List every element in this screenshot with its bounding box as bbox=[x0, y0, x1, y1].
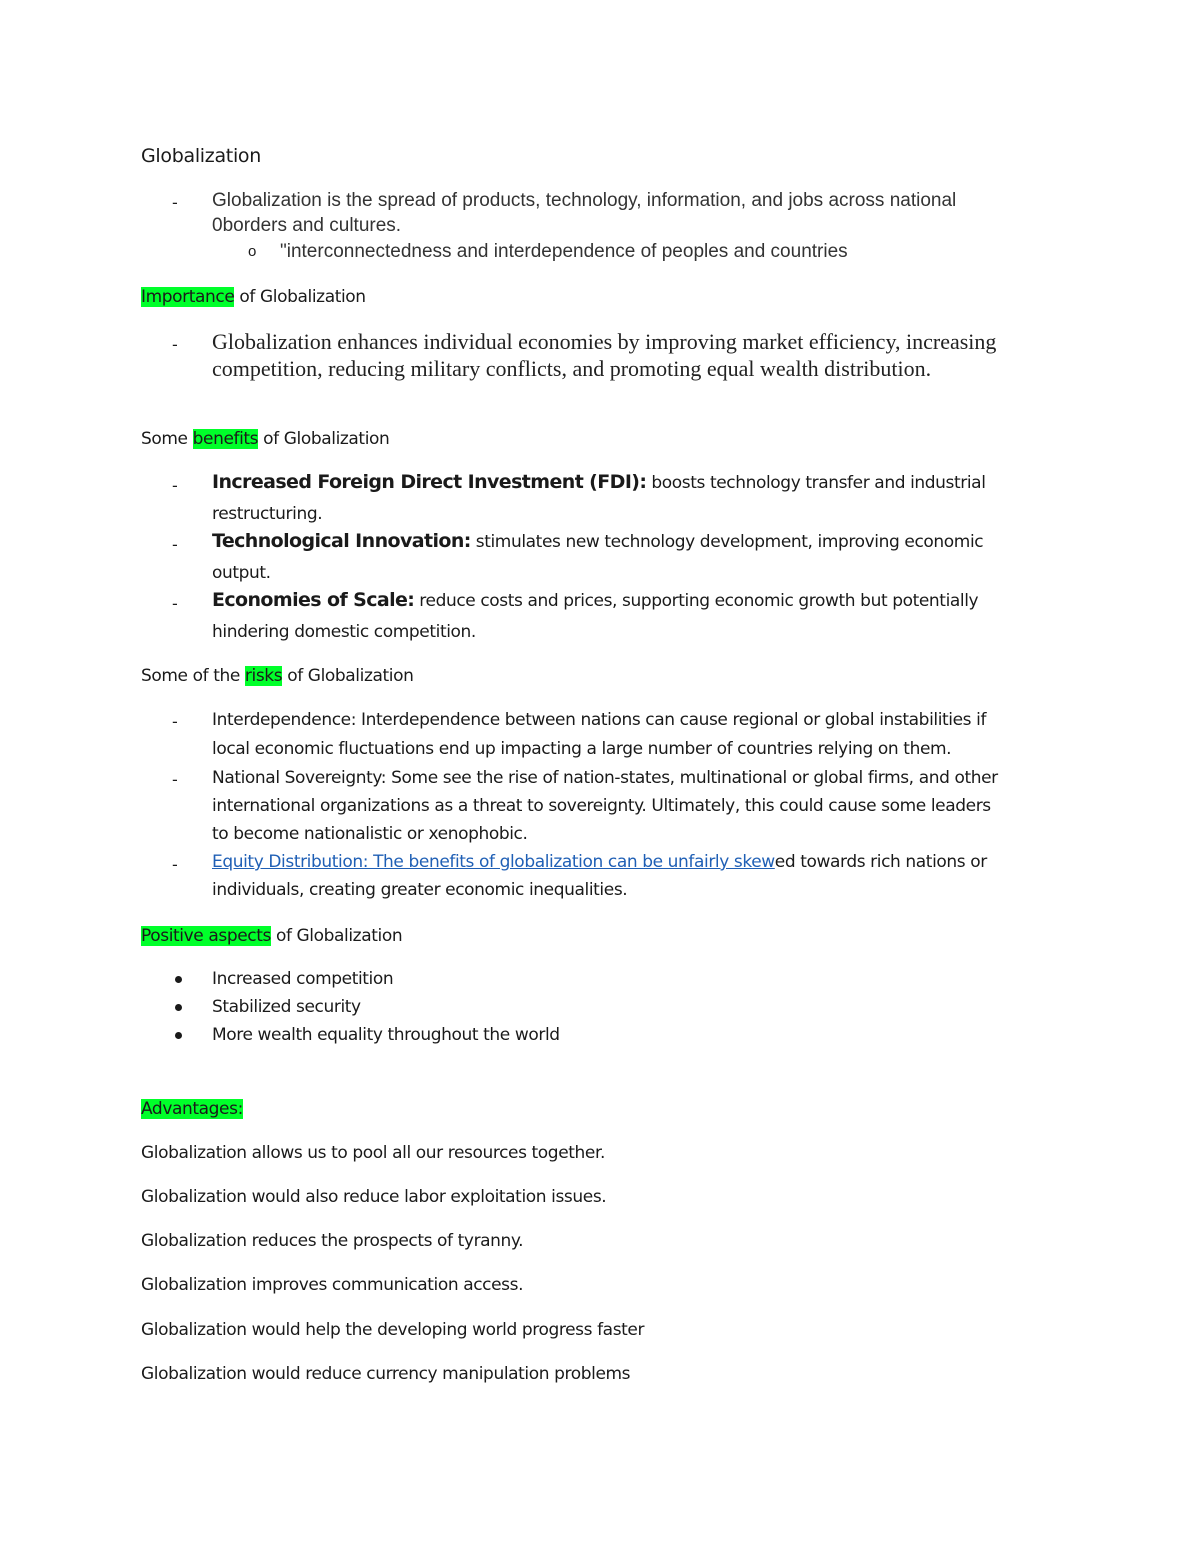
benefits-heading-pre: Some bbox=[141, 429, 193, 449]
advantages-heading bbox=[141, 1099, 243, 1119]
circle-bullet-icon: o bbox=[248, 243, 257, 260]
advantages-highlight: Advantages: bbox=[141, 1099, 243, 1119]
benefit-item bbox=[212, 471, 986, 493]
intro-sub-bullet: "interconnectedness and interdependence of peoples and countries bbox=[280, 241, 848, 262]
importance-highlight: Importance bbox=[141, 287, 235, 307]
benefits-highlight: benefits bbox=[192, 429, 259, 449]
benefit-item bbox=[212, 530, 983, 552]
benefit-desc: boosts technology transfer and industrial bbox=[646, 473, 986, 493]
benefit-cont: hindering domestic competition. bbox=[212, 622, 476, 642]
advantage-item: Globalization improves communication access. bbox=[141, 1275, 524, 1295]
intro-line-2: 0borders and cultures. bbox=[212, 215, 402, 236]
importance-line-1: Globalization enhances individual economies by improving market efficiency, increasing bbox=[212, 329, 997, 354]
benefit-term: Increased Foreign Direct Investment (FDI): bbox=[212, 471, 647, 493]
risks-heading-post: of Globalization bbox=[282, 666, 414, 686]
risk-line: Interdependence: Interdependence between nations can cause regional or global instabilities if bbox=[212, 710, 987, 730]
benefit-cont: restructuring. bbox=[212, 504, 323, 524]
benefit-term: Economies of Scale: bbox=[212, 589, 415, 611]
dash-bullet: - bbox=[172, 476, 178, 495]
risk-line: National Sovereignty: Some see the rise of nation-states, multinational or global firms, and other bbox=[212, 768, 998, 788]
importance-line-2: competition, reducing military conflicts, and promoting equal wealth distribution. bbox=[212, 356, 932, 381]
positive-heading-rest: of Globalization bbox=[270, 926, 403, 946]
equity-rest: ed towards rich nations or bbox=[774, 852, 987, 872]
dash-bullet: - bbox=[172, 193, 178, 212]
equity-cont: individuals, creating greater economic inequalities. bbox=[212, 880, 628, 900]
dash-bullet: - bbox=[172, 855, 178, 874]
risks-heading-pre: Some of the bbox=[141, 666, 245, 686]
dash-bullet: - bbox=[172, 335, 178, 354]
benefit-desc: reduce costs and prices, supporting economic growth but potentially bbox=[414, 591, 979, 611]
benefit-cont: output. bbox=[212, 563, 271, 583]
positive-item: Increased competition bbox=[212, 969, 394, 989]
intro-line-1: Globalization is the spread of products, technology, information, and jobs across national bbox=[212, 190, 957, 211]
equity-item bbox=[212, 852, 987, 872]
advantage-item: Globalization would help the developing world progress faster bbox=[141, 1320, 645, 1340]
advantage-item: Globalization allows us to pool all our resources together. bbox=[141, 1143, 605, 1163]
document-title: Globalization bbox=[141, 145, 261, 167]
advantage-item: Globalization would also reduce labor exploitation issues. bbox=[141, 1187, 607, 1207]
bullet-dot-icon bbox=[175, 1032, 182, 1039]
risk-line: to become nationalistic or xenophobic. bbox=[212, 824, 528, 844]
importance-heading-rest: of Globalization bbox=[234, 287, 366, 307]
positive-heading bbox=[141, 926, 402, 946]
dash-bullet: - bbox=[172, 770, 178, 789]
benefits-heading-post: of Globalization bbox=[258, 429, 390, 449]
risk-line: international organizations as a threat to sovereignty. Ultimately, this could cause some leaders bbox=[212, 796, 991, 816]
dash-bullet: - bbox=[172, 712, 178, 731]
dash-bullet: - bbox=[172, 594, 178, 613]
risk-line: local economic fluctuations end up impacting a large number of countries relying on them. bbox=[212, 739, 952, 759]
advantage-item: Globalization reduces the prospects of tyranny. bbox=[141, 1231, 524, 1251]
benefit-desc: stimulates new technology development, improving economic bbox=[470, 532, 984, 552]
benefits-heading bbox=[141, 429, 389, 449]
bullet-dot-icon bbox=[175, 1004, 182, 1011]
risks-heading bbox=[141, 666, 413, 686]
advantage-item: Globalization would reduce currency manipulation problems bbox=[141, 1364, 631, 1384]
equity-link[interactable]: Equity Distribution: The benefits of globalization can be unfairly skew bbox=[212, 852, 775, 872]
positive-highlight: Positive aspects bbox=[141, 926, 271, 946]
dash-bullet: - bbox=[172, 535, 178, 554]
benefit-term: Technological Innovation: bbox=[212, 530, 471, 552]
risks-highlight: risks bbox=[244, 666, 283, 686]
positive-item: Stabilized security bbox=[212, 997, 361, 1017]
importance-heading bbox=[141, 287, 366, 307]
benefit-item bbox=[212, 589, 978, 611]
bullet-dot-icon bbox=[175, 976, 182, 983]
positive-item: More wealth equality throughout the world bbox=[212, 1025, 560, 1045]
